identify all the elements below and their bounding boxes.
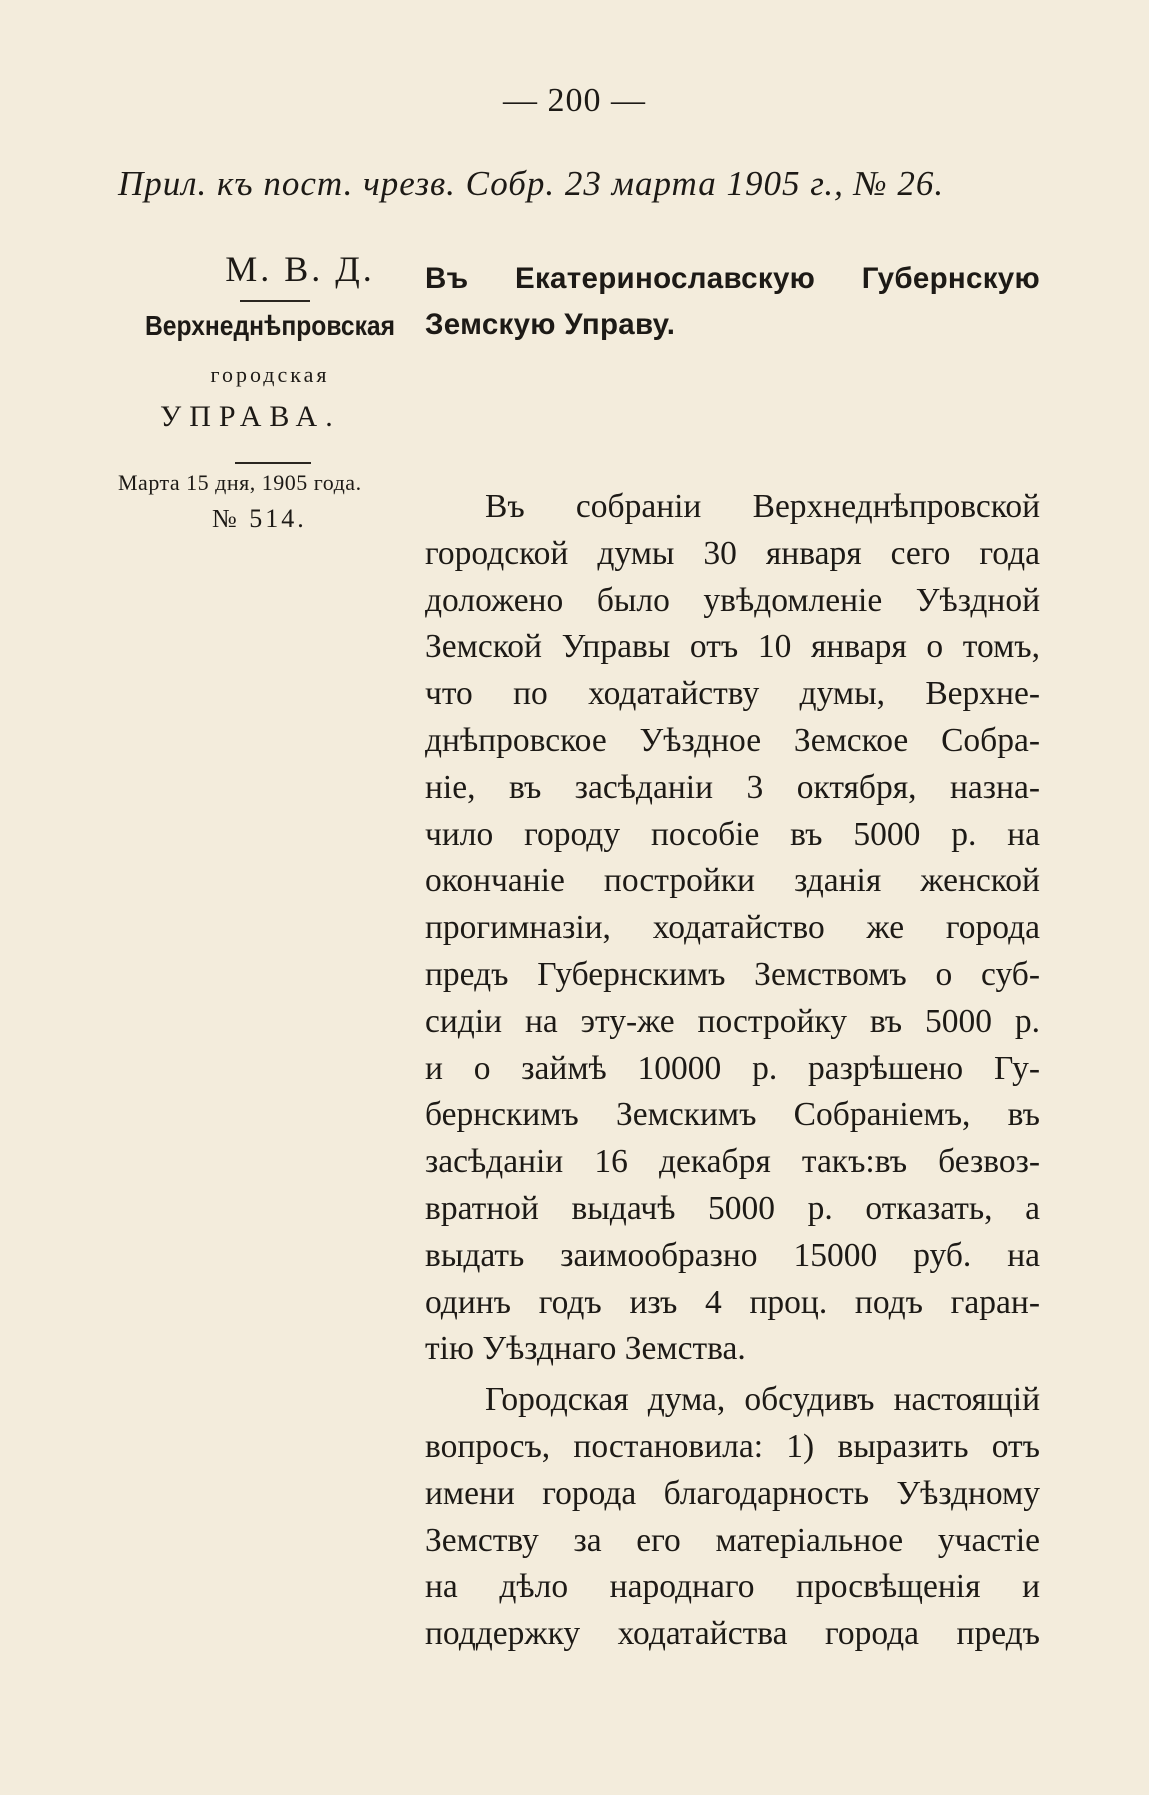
text-line: Земской Управы отъ 10 января о томъ, bbox=[425, 628, 1040, 666]
text-line: городской думы 30 января сего года bbox=[425, 534, 1040, 572]
sender-block bbox=[110, 248, 430, 534]
text-line: на дѣло народнаго просвѣщенія и bbox=[425, 1568, 1040, 1606]
letter-number: № 514. bbox=[212, 504, 307, 533]
text-line: поддержку ходатайства города предъ bbox=[425, 1615, 1040, 1653]
text-line: одинъ годъ изъ 4 проц. подъ гаран- bbox=[425, 1283, 1040, 1321]
text-line: днѣпровское Уѣздное Земское Собра- bbox=[425, 721, 1040, 759]
text-line: прогимназіи, ходатайство же города bbox=[425, 909, 1040, 947]
text-line: Въ собраніи Верхнеднѣпровской bbox=[485, 488, 1040, 525]
text-line: ніе, въ засѣданіи 3 октября, назна- bbox=[425, 768, 1040, 806]
board-word: УПРАВА. bbox=[160, 400, 341, 433]
text-line: вопросъ, постановила: 1) выразить отъ bbox=[425, 1427, 1040, 1465]
text-line: Городская дума, обсудивъ настоящій bbox=[485, 1381, 1040, 1419]
board-type: городская bbox=[210, 362, 330, 387]
addressee bbox=[425, 256, 1040, 348]
text-line: сидіи на эту-же постройку въ 5000 р. bbox=[425, 1002, 1040, 1040]
text-line: и о займѣ 10000 р. разрѣшено Гу- bbox=[425, 1049, 1040, 1087]
addressee-line: Въ Екатеринославскую Губернскую bbox=[425, 262, 1040, 295]
annex-heading: Прил. къ пост. чрезв. Собр. 23 марта 1905 г., № 26. bbox=[118, 164, 945, 203]
text-line: выдать заимообразно 15000 руб. на bbox=[425, 1236, 1040, 1274]
text-line: имени города благодарность Уѣздному bbox=[425, 1474, 1040, 1512]
paragraph bbox=[425, 484, 1040, 1373]
letter-body bbox=[425, 484, 1040, 1658]
text-line: доложено было увѣдомленіе Уѣздной bbox=[425, 581, 1040, 619]
divider-rule bbox=[240, 300, 310, 302]
text-line: тію Уѣзднаго Земства. bbox=[425, 1330, 746, 1368]
divider-rule bbox=[235, 462, 311, 464]
page-number: — 200 — bbox=[503, 82, 646, 119]
text-line: окончаніе постройки зданія женской bbox=[425, 862, 1040, 900]
paragraph bbox=[425, 1377, 1040, 1658]
board-name: Верхнеднѣпровская bbox=[144, 310, 395, 341]
letter-date: Марта 15 дня, 1905 года. bbox=[118, 470, 362, 495]
text-line: чило городу пособіе въ 5000 р. на bbox=[425, 815, 1040, 853]
text-line: предъ Губернскимъ Земствомъ о суб- bbox=[425, 955, 1040, 993]
text-line: бернскимъ Земскимъ Собраніемъ, въ bbox=[425, 1096, 1040, 1134]
text-line: что по ходатайству думы, Верхне- bbox=[425, 675, 1040, 713]
text-line: засѣданіи 16 декабря такъ:въ безвоз- bbox=[425, 1143, 1040, 1181]
ministry-abbreviation: М. В. Д. bbox=[225, 249, 375, 289]
addressee-line: Земскую Управу. bbox=[425, 308, 676, 341]
text-line: вратной выдачѣ 5000 р. отказать, а bbox=[425, 1189, 1040, 1227]
text-line: Земству за его матеріальное участіе bbox=[425, 1521, 1040, 1559]
